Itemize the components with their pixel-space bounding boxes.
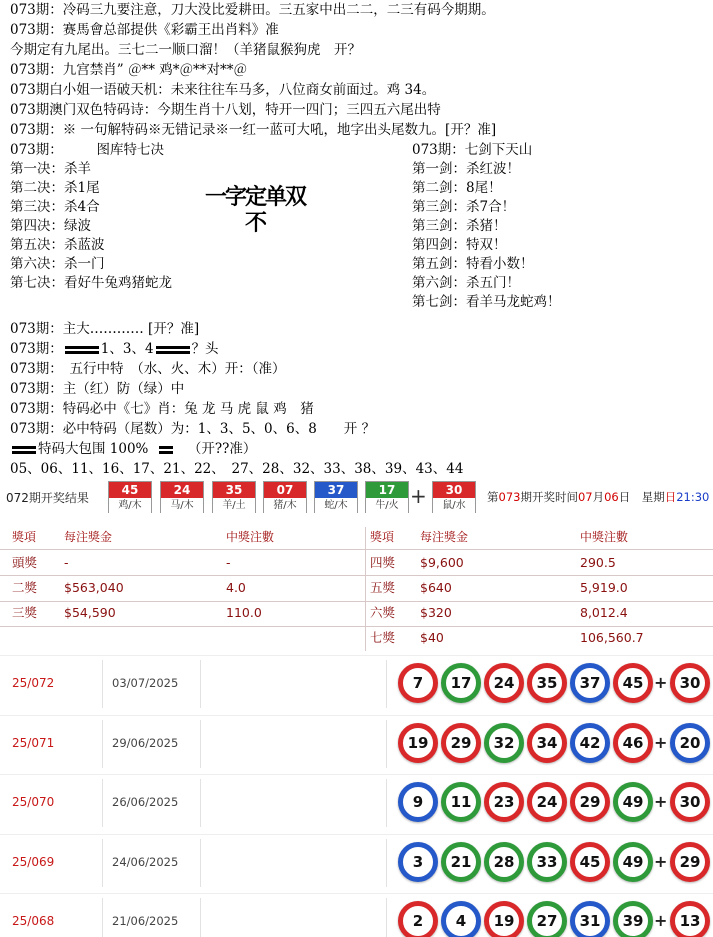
draw-ball [314, 481, 358, 513]
info-issue: 073 [498, 490, 521, 504]
prize-amount: $640 [420, 580, 452, 595]
prize-header: 每注獎金 [64, 530, 113, 544]
prize-amount: $9,600 [420, 555, 464, 570]
info-day: 06 [604, 490, 619, 504]
bao-text: 特码大包围 100% [38, 441, 149, 457]
draw-ball-zodiac: 蛇/木 [315, 498, 357, 513]
prize-table [0, 527, 713, 651]
header-line-4: 073期：九宫禁肖” ＠** 鸡*＠**对**＠ [10, 62, 248, 78]
history-ball: 42 [570, 723, 610, 763]
prize-header: 獎項 [12, 530, 37, 544]
history-ball: 9 [398, 782, 438, 822]
prize-count: 290.5 [580, 555, 616, 570]
column-divider [200, 660, 201, 708]
info-text: 日 星期 [618, 490, 665, 504]
prize-amount: $40 [420, 630, 444, 645]
column-divider [200, 898, 201, 937]
history-special-ball: 30 [670, 782, 710, 822]
seven-tips-section [10, 141, 210, 293]
head-numbers: 1、3、4 [100, 341, 154, 357]
prize-count: 5,919.0 [580, 580, 628, 595]
draw-ball-zodiac: 鼠/水 [433, 498, 475, 513]
column-divider [102, 720, 103, 768]
seven-tips-item: 第一决：杀羊 [10, 161, 91, 177]
draw-ball-zodiac: 猪/木 [264, 498, 306, 513]
history-ball: 34 [527, 723, 567, 763]
header-line-6: 073期澳门双色特码诗：今期生肖十八划，特开一四门；三四五六尾出特 [10, 102, 441, 118]
history-date: 24/06/2025 [112, 854, 179, 869]
history-ball: 19 [484, 901, 524, 937]
header-line-2: 073期：赛馬會总部提供《彩霸王出肖料》准 [10, 22, 279, 38]
seven-swords-item: 第一剑：杀红波！ [412, 161, 520, 177]
seven-tips-title: 073期： 图库特七决 [10, 142, 165, 158]
history-issue: 25/070 [12, 795, 55, 809]
draw-ball-number: 17 [366, 482, 408, 498]
history-ball: 28 [484, 842, 524, 882]
history-ball: 37 [570, 663, 610, 703]
draw-ball-number: 30 [433, 482, 475, 498]
history-ball: 49 [613, 842, 653, 882]
history-ball: 3 [398, 842, 438, 882]
history-ball: 27 [527, 901, 567, 937]
handwritten-line-2: 不 [245, 211, 266, 236]
history-special-ball: 29 [670, 842, 710, 882]
history-date: 26/06/2025 [112, 795, 179, 809]
header-line-5: 073期白小姐一语破天机：未来往往车马多，八位商女前面过。鸡 34。 [10, 82, 436, 98]
column-divider [200, 839, 201, 887]
prize-name: 三獎 [12, 605, 38, 620]
prize-amount: $563,040 [64, 580, 124, 595]
history-date: 29/06/2025 [112, 735, 179, 750]
plus-sign: + [654, 851, 668, 871]
column-divider [102, 898, 103, 937]
bar-glyph [12, 446, 36, 454]
history-ball: 49 [613, 782, 653, 822]
prize-name: 六獎 [370, 605, 396, 620]
history-issue: 25/071 [12, 735, 55, 750]
column-divider [386, 839, 387, 887]
history-issue: 25/068 [12, 914, 55, 928]
bao-suffix: （开??准） [187, 441, 257, 457]
seven-tips-item: 第六决：杀一门 [10, 256, 105, 272]
draw-ball [108, 481, 152, 513]
history-row [0, 834, 713, 892]
seven-swords-item: 第五剑：特看小数！ [412, 256, 534, 272]
info-time: 21:30 [676, 490, 710, 504]
draw-special-ball [432, 481, 476, 513]
draw-ball-number: 37 [315, 482, 357, 498]
prize-header: 中獎注數 [226, 530, 275, 544]
column-divider [102, 839, 103, 887]
seven-swords-item: 第四剑：特双！ [412, 237, 507, 253]
history-ball: 31 [570, 901, 610, 937]
plus-sign: + [654, 673, 668, 692]
bar-glyph [159, 446, 173, 454]
prize-name: 四獎 [370, 555, 396, 570]
prize-amount: - [64, 555, 69, 570]
row-rule [0, 549, 713, 550]
history-date: 03/07/2025 [112, 676, 179, 690]
history-ball: 11 [441, 782, 481, 822]
prize-count: - [226, 555, 231, 570]
seven-tips-item: 第四决：绿波 [10, 218, 91, 234]
history-ball: 46 [613, 723, 653, 763]
draw-ball-zodiac: 马/木 [161, 498, 203, 513]
tail-line: 073期：必中特码（尾数）为：1、3、5、0、6、8 开 ？ [10, 421, 376, 437]
history-row [0, 655, 713, 713]
prize-name: 頭獎 [12, 555, 38, 570]
prize-name: 七獎 [370, 630, 396, 645]
draw-ball-number: 45 [109, 482, 151, 498]
header-line-1: 073期：冷码三九要注意，刀大没比爱耕田。三五家中出二二，二三有码今期期。 [10, 2, 495, 18]
info-month: 07 [577, 490, 593, 504]
seven-swords-section [412, 141, 712, 312]
bao-line [10, 440, 256, 459]
head-line [10, 340, 219, 359]
column-divider [200, 720, 201, 768]
info-text: 期开奖时间 [520, 490, 578, 504]
seven-tips-item: 第三决：杀4合 [10, 199, 100, 215]
column-divider [200, 779, 201, 827]
draw-ball-number: 35 [213, 482, 255, 498]
prize-header: 中獎注數 [580, 530, 629, 544]
draw-ball [263, 481, 307, 513]
history-ball: 33 [527, 842, 567, 882]
info-text: 第 [487, 490, 499, 504]
history-row [0, 715, 713, 773]
seven-swords-item: 第二剑：8尾！ [412, 180, 502, 196]
bar-glyph [156, 346, 190, 354]
draw-ball-zodiac: 鸡/木 [109, 498, 151, 513]
seven-swords-item: 第三剑：杀7合！ [412, 199, 516, 215]
draw-ball [365, 481, 409, 513]
prize-name: 二獎 [12, 580, 38, 595]
prize-count: 4.0 [226, 580, 246, 595]
history-special-ball: 30 [670, 663, 710, 703]
seven-swords-item: 第七剑：看羊马龙蛇鸡！ [412, 294, 561, 310]
header-line-3: 今期定有九尾出。三七二一顺口溜！（羊猪鼠猴狗虎 开？ [10, 42, 361, 58]
history-ball: 35 [527, 663, 567, 703]
seven-swords-item: 第三剑：杀猪！ [412, 218, 507, 234]
seven-tips-item: 第五决：杀蓝波 [10, 237, 105, 253]
history-issue: 25/072 [12, 676, 55, 690]
bose-line: 073期：主（红）防（绿）中 [10, 381, 185, 397]
plus-sign: + [410, 484, 427, 508]
prize-header: 獎項 [370, 530, 395, 544]
column-divider [386, 660, 387, 708]
next-draw-info [487, 489, 709, 505]
info-text: 月 [592, 490, 605, 504]
prize-header: 每注獎金 [420, 530, 469, 544]
seven-swords-item: 第六剑：杀五门！ [412, 275, 520, 291]
history-ball: 4 [441, 901, 481, 937]
history-ball: 24 [484, 663, 524, 703]
handwritten-line-1: 一字定单双 [205, 185, 306, 210]
column-divider [102, 660, 103, 708]
draw-ball-zodiac: 羊/土 [213, 498, 255, 513]
seven-tips-item: 第七决：看好牛兔鸡猪蛇龙 [10, 275, 172, 291]
draw-ball [160, 481, 204, 513]
handwritten-note [205, 185, 305, 237]
numbers-line: 05、06、11、16、17、21、22、 27、28、32、33、38、39、43、44 [10, 461, 464, 477]
column-divider [386, 720, 387, 768]
plus-sign: + [654, 732, 668, 752]
draw-ball [212, 481, 256, 513]
seven-tips-item: 第二决：杀1尾 [10, 180, 100, 196]
header-line-7: 073期：※ 一句解特码※无错记录※一红一蓝可大吼，地字出头尾数九。[开？准] [10, 122, 497, 138]
history-row [0, 774, 713, 832]
history-ball: 45 [570, 842, 610, 882]
main-big-line: 073期：主大………… [开？准] [10, 321, 200, 337]
history-ball: 24 [527, 782, 567, 822]
draw-ball-number: 07 [264, 482, 306, 498]
prize-amount: $320 [420, 605, 452, 620]
wuxing-line: 073期： 五行中特 （水、火、木）开：（准） [10, 361, 286, 377]
draw-ball-number: 24 [161, 482, 203, 498]
head-prefix: 073期： [10, 341, 63, 357]
draw-ball-zodiac: 牛/火 [366, 498, 408, 513]
prize-count: 110.0 [226, 605, 262, 620]
plus-sign: + [654, 911, 668, 930]
column-divider [386, 779, 387, 827]
history-ball: 23 [484, 782, 524, 822]
history-special-ball: 20 [670, 723, 710, 763]
history-ball: 21 [441, 842, 481, 882]
history-ball: 29 [570, 782, 610, 822]
history-ball: 45 [613, 663, 653, 703]
draw-result-strip [0, 478, 713, 516]
prize-count: 8,012.4 [580, 605, 628, 620]
zodiac-line: 073期：特码必中《七》肖：兔 龙 马 虎 鼠 鸡 猪 [10, 401, 314, 417]
plus-sign: + [654, 792, 668, 811]
history-ball: 32 [484, 723, 524, 763]
history-date: 21/06/2025 [112, 914, 179, 928]
prize-amount: $54,590 [64, 605, 116, 620]
column-divider [386, 898, 387, 937]
history-issue: 25/069 [12, 854, 55, 869]
prize-count: 106,560.7 [580, 630, 644, 645]
history-ball: 17 [441, 663, 481, 703]
head-suffix: ？头 [191, 341, 219, 357]
history-row [0, 893, 713, 937]
column-divider [102, 779, 103, 827]
history-ball: 2 [398, 901, 438, 937]
history-ball: 29 [441, 723, 481, 763]
bar-glyph [65, 346, 99, 354]
history-ball: 19 [398, 723, 438, 763]
seven-swords-title: 073期：七剑下天山 [412, 142, 533, 158]
prize-name: 五獎 [370, 580, 396, 595]
history-special-ball: 13 [670, 901, 710, 937]
info-weekday: 日 [664, 490, 677, 504]
history-ball: 39 [613, 901, 653, 937]
history-ball: 7 [398, 663, 438, 703]
draw-label: 072期开奖结果 [6, 491, 89, 505]
